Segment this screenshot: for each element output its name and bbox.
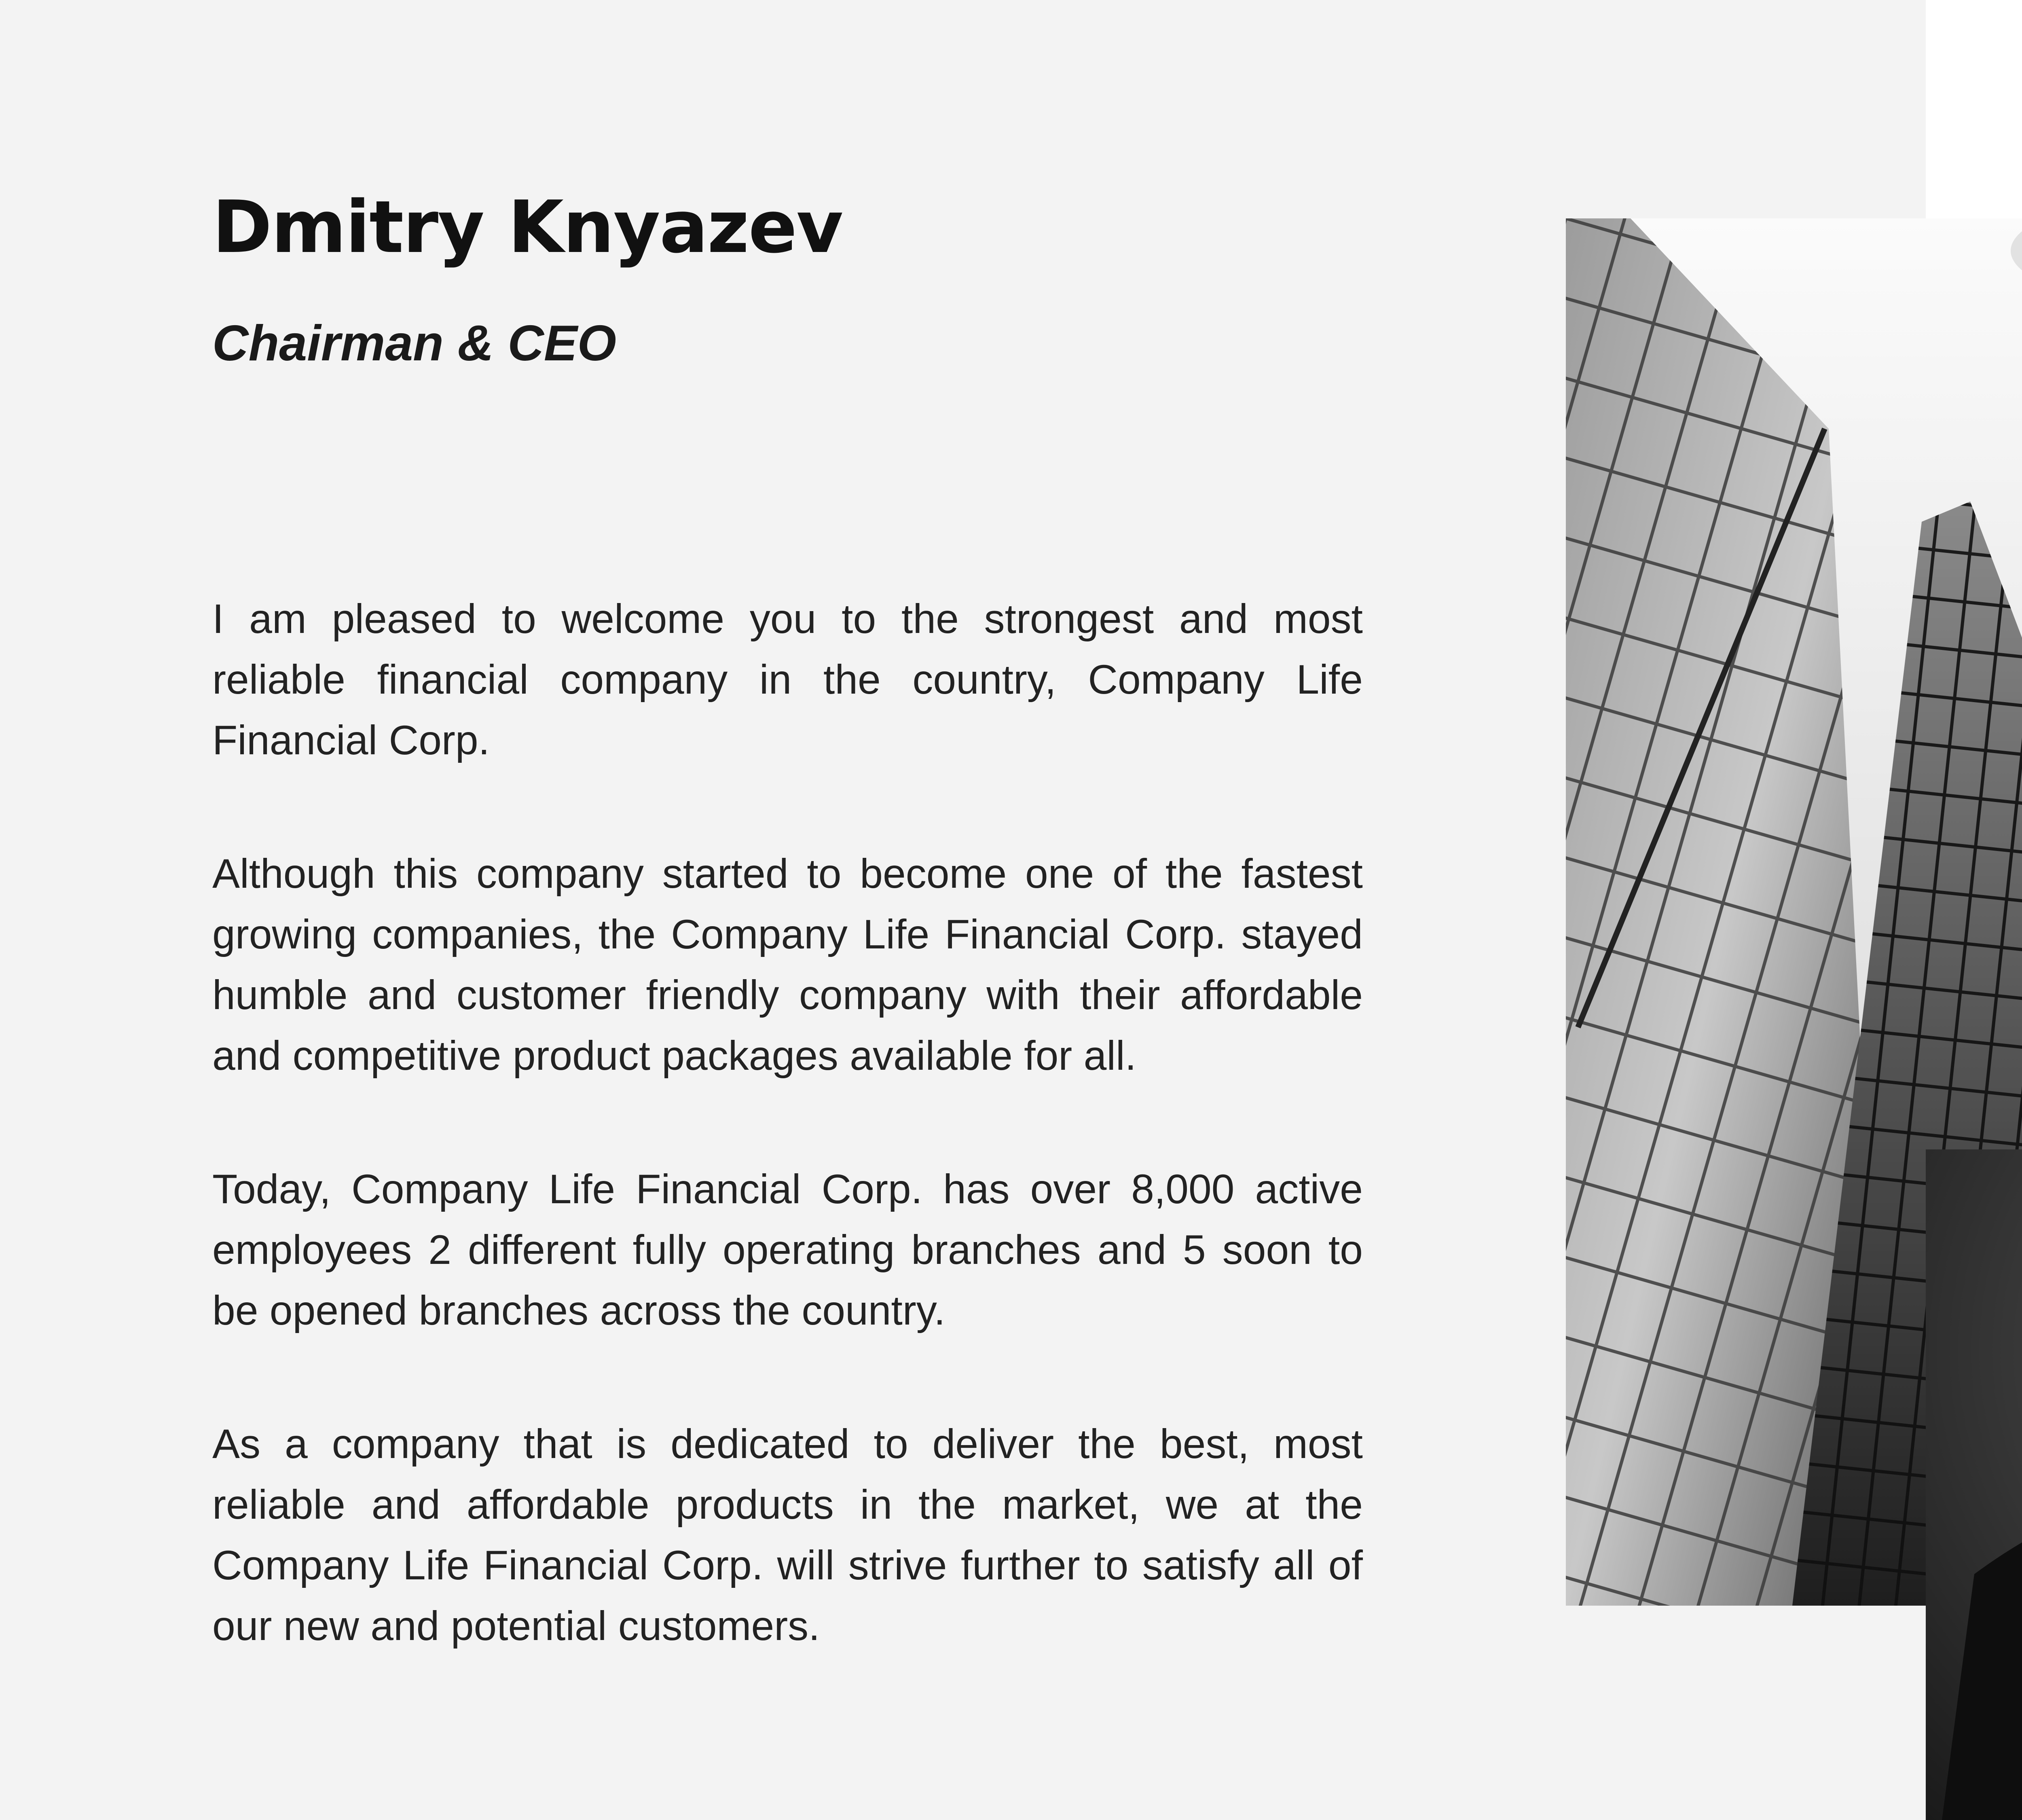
welcome-paragraph-1: I am pleased to welcome you to the strongest and most reliable financial company in the country, Company Life Financial Corp. [212,596,1363,763]
portrait-illustration [1926,1149,2022,1820]
person-title: Chairman & CEO [212,315,617,371]
welcome-paragraph-3: Today, Company Life Financial Corp. has over 8,000 active employees 2 different fully operating branches and 5 soon to be opened branches across the country. [212,1166,1363,1333]
welcome-paragraph-4: As a company that is dedicated to deliver the best, most reliable and affordable products in the market, we at the Company Life Financial Corp. will strive further to satisfy all of our new and potential customers. [212,1421,1363,1649]
ceo-portrait-photo [1926,1149,2022,1820]
person-name: Dmitry Knyazev [212,185,843,269]
welcome-message [212,588,1363,1729]
welcome-paragraph-2: Although this company started to become one of the fastest growing companies, the Company Life Financial Corp. stayed humble and customer friendly company with their affordable and competitive product packages available for all. [212,851,1363,1079]
